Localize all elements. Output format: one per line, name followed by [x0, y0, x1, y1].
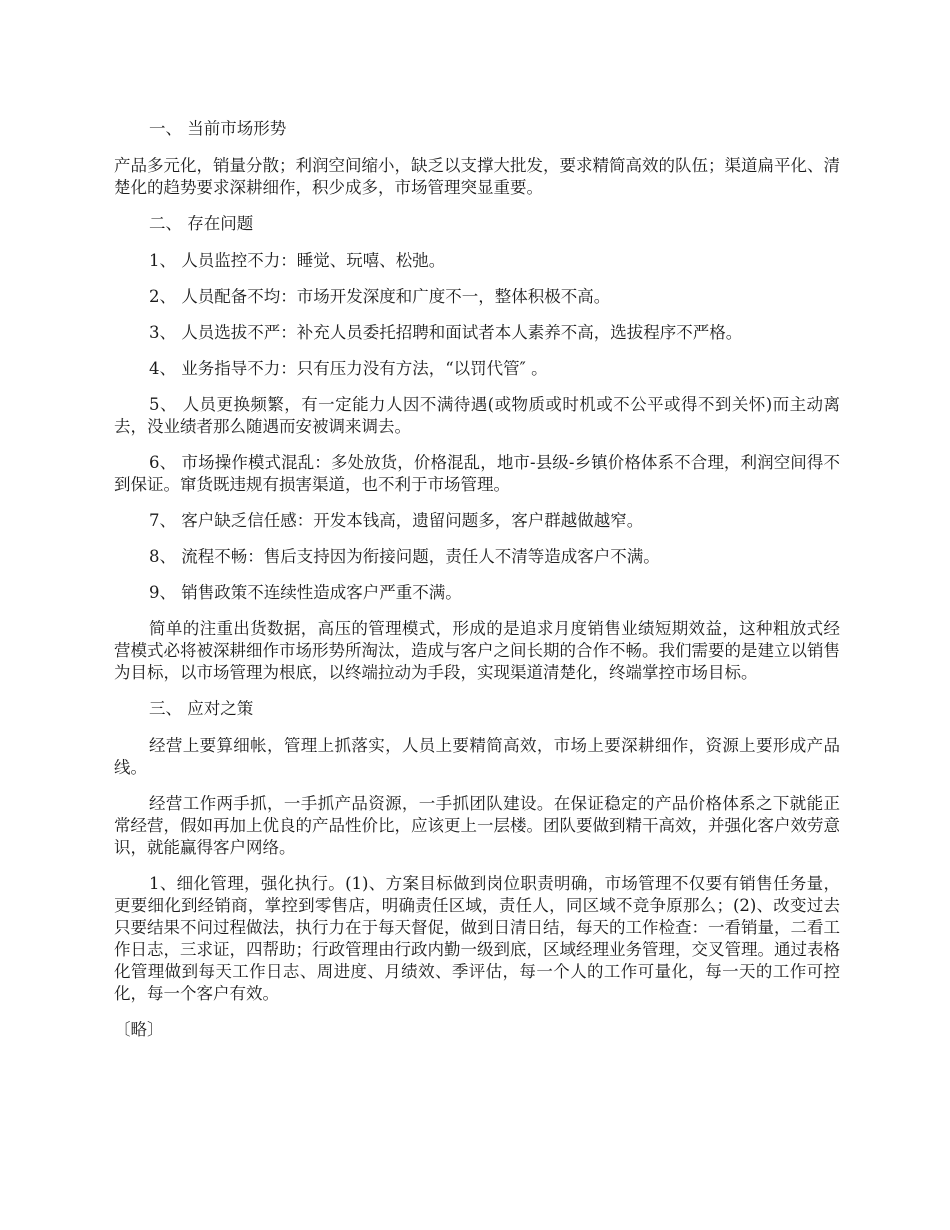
list-item: 5、 人员更换频繁，有一定能力人因不满待遇(或物质或时机或不公平或得不到关怀)而主动离去，没业绩者那么随遇而安被调来调去。 — [114, 395, 840, 436]
paragraph: 经营上要算细帐，管理上抓落实，人员上要精简高效，市场上要深耕细作，资源上要形成产品线。 — [114, 736, 840, 777]
omitted-note: 〔略〕 — [114, 1020, 164, 1039]
document-body — [114, 118, 840, 1055]
paragraph: 1、细化管理，强化执行。(1)、方案目标做到岗位职责明确，市场管理不仅要有销售任务量，更要细化到经销商，掌控到零售店，明确责任区域，责任人，同区域不竞争原那么；(2)、改变过去只要结果不问过程做法，执行力在于每天督促，做到日清日结，每天的工作检查：一看销量，二看工作日志，三求证，四帮助；行政管理由行政内勤一级到底，区域经理业务管理，交叉管理。通过表格化管理做到每天工作日志、周进度、月绩效、季评估，每一个人的工作可量化，每一天的工作可控化，每一个客户有效。 — [114, 874, 840, 1003]
list-item: 1、 人员监控不力：睡觉、玩嘻、松弛。 — [149, 251, 446, 270]
list-item: 3、 人员选拔不严：补充人员委托招聘和面试者本人素养不高，选拔程序不严格。 — [149, 323, 743, 342]
paragraph: 经营工作两手抓，一手抓产品资源，一手抓团队建设。在保证稳定的产品价格体系之下就能正常经营，假如再加上优良的产品性价比，应该更上一层楼。团队要做到精干高效，并强化客户效劳意识，就能赢得客户网络。 — [114, 794, 840, 857]
section-heading-3: 三、 应对之策 — [149, 699, 254, 718]
list-item: 6、 市场操作模式混乱：多处放货，价格混乱，地市-县级-乡镇价格体系不合理，利润空间得不到保证。窜货既违规有损害渠道，也不利于市场管理。 — [114, 453, 840, 494]
section-heading-1: 一、 当前市场形势 — [149, 119, 287, 138]
list-item: 7、 客户缺乏信任感：开发本钱高，遗留问题多，客户群越做越窄。 — [149, 511, 644, 530]
list-item: 4、 业务指导不力：只有压力没有方法，“以罚代管″ 。 — [149, 359, 548, 378]
section-heading-2: 二、 存在问题 — [149, 214, 254, 233]
paragraph: 简单的注重出货数据，高压的管理模式，形成的是追求月度销售业绩短期效益，这种粗放式经营模式必将被深耕细作市场形势所淘汰，造成与客户之间长期的合作不畅。我们需要的是建立以销售为目标，以市场管理为根底，以终端拉动为手段，实现渠道清楚化，终端掌控市场目标。 — [114, 619, 840, 682]
list-item: 9、 销售政策不连续性造成客户严重不满。 — [149, 583, 462, 602]
list-item: 2、 人员配备不均：市场开发深度和广度不一，整体积极不高。 — [149, 287, 611, 306]
paragraph: 产品多元化，销量分散；利润空间缩小，缺乏以支撑大批发，要求精简高效的队伍；渠道扁平化、清楚化的趋势要求深耕细作，积少成多，市场管理突显重要。 — [114, 156, 840, 197]
list-item: 8、 流程不畅：售后支持因为衔接问题，责任人不清等造成客户不满。 — [149, 547, 660, 566]
